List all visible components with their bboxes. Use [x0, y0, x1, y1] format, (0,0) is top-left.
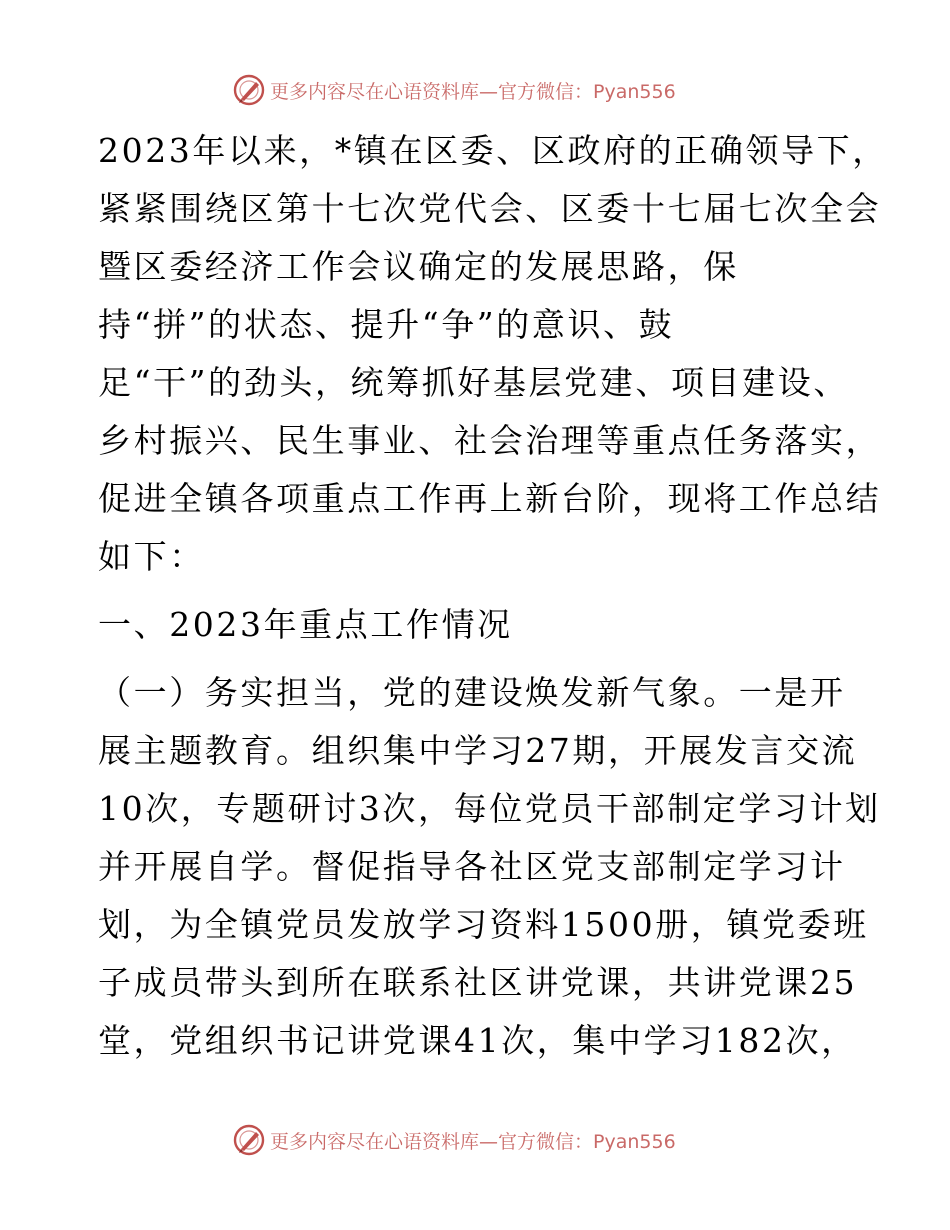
text-line: 乡村振兴、民生事业、社会治理等重点任务落实，	[98, 421, 882, 460]
text-line: 2023年以来，*镇在区委、区政府的正确领导下，	[98, 131, 888, 170]
fountain-pen-logo-icon	[232, 73, 266, 107]
text-line: 展主题教育。组织集中学习27期，开展发言交流	[98, 731, 858, 770]
text-line: 足“干”的劲头，统筹抓好基层党建、项目建设、	[98, 363, 849, 402]
fountain-pen-logo-icon	[232, 1123, 266, 1157]
text-line: 堂，党组织书记讲党课41次，集中学习182次，	[98, 1021, 857, 1060]
text-line: （一）务实担当，党的建设焕发新气象。一是开	[98, 673, 846, 712]
text-line: 暨区委经济工作会议确定的发展思路，保	[98, 247, 739, 286]
section-heading: 一、2023年重点工作情况	[98, 605, 513, 644]
text-line: 如下：	[98, 537, 205, 576]
watermark-text: 更多内容尽在心语资料库—官方微信：Pyan556	[270, 1130, 676, 1153]
document-body	[98, 122, 888, 1070]
text-line: 并开展自学。督促指导各社区党支部制定学习计	[98, 847, 846, 886]
text-line: 划，为全镇党员发放学习资料1500册，镇党委班	[98, 905, 869, 944]
text-line: 10次，专题研讨3次，每位党员干部制定学习计划	[98, 789, 881, 828]
footer-watermark	[232, 1122, 676, 1158]
text-line: 紧紧围绕区第十七次党代会、区委十七届七次全会	[98, 189, 882, 228]
watermark-text: 更多内容尽在心语资料库—官方微信：Pyan556	[270, 80, 676, 103]
header-watermark	[232, 72, 676, 108]
text-line: 持“拼”的状态、提升“争”的意识、鼓	[98, 305, 675, 344]
text-line: 促进全镇各项重点工作再上新台阶，现将工作总结	[98, 479, 882, 518]
text-line: 子成员带头到所在联系社区讲党课，共讲党课25	[98, 963, 858, 1002]
